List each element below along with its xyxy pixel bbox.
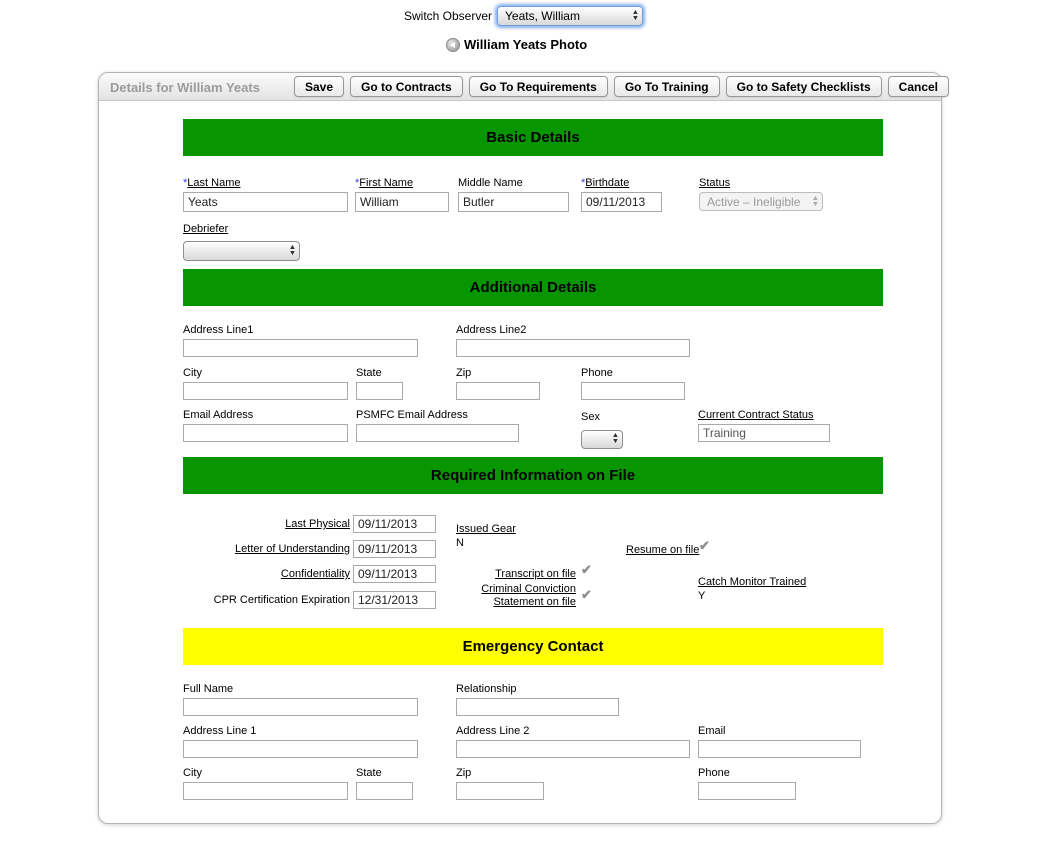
photo-link[interactable] <box>446 37 587 52</box>
phone-input[interactable] <box>581 382 685 400</box>
status-select <box>699 192 823 211</box>
catch-monitor-trained-value: Y <box>698 590 706 602</box>
last-name-field <box>183 177 348 212</box>
birthdate-input[interactable] <box>581 192 662 212</box>
last-name-input[interactable] <box>183 192 348 212</box>
section-additional-details-header: Additional Details <box>183 269 883 306</box>
panel-header <box>99 73 941 101</box>
go-to-safety-checklists-button[interactable]: Go to Safety Checklists <box>726 76 882 97</box>
email-address-field <box>183 409 348 442</box>
state-field <box>356 367 403 400</box>
emergency-full-name-input[interactable] <box>183 698 418 716</box>
emergency-address2-label: Address Line 2 <box>456 725 530 737</box>
popup-arrows-icon: ▲ ▼ <box>288 244 297 257</box>
emergency-zip-field <box>456 767 544 800</box>
confidentiality-label[interactable]: Confidentiality <box>280 568 350 580</box>
basic-row-1 <box>183 177 883 218</box>
emergency-state-input[interactable] <box>356 782 413 800</box>
observer-details-panel <box>98 72 942 824</box>
emergency-full-name-field <box>183 683 418 716</box>
status-value: Active – Ineligible <box>707 194 801 209</box>
first-name-label[interactable]: *First Name <box>355 177 414 189</box>
sex-label: Sex <box>581 411 600 423</box>
required-star: * <box>355 177 360 189</box>
emergency-full-name-label: Full Name <box>183 683 234 695</box>
emergency-city-input[interactable] <box>183 782 348 800</box>
issued-gear-label[interactable]: Issued Gear <box>456 523 516 535</box>
issued-gear-value: N <box>456 537 464 549</box>
emergency-address2-field <box>456 725 690 758</box>
photo-icon <box>446 38 460 52</box>
emergency-phone-field <box>698 767 796 800</box>
address-line1-input[interactable] <box>183 339 418 357</box>
middle-name-input[interactable] <box>458 192 569 212</box>
emergency-email-field <box>698 725 861 758</box>
psmfc-email-input[interactable] <box>356 424 519 442</box>
emergency-email-input[interactable] <box>698 740 861 758</box>
birthdate-label[interactable]: *Birthdate <box>581 177 630 189</box>
emergency-email-label: Email <box>698 725 726 737</box>
resume-on-file-label[interactable]: Resume on file <box>626 544 700 556</box>
first-name-field <box>355 177 449 212</box>
zip-field <box>456 367 540 400</box>
status-label[interactable]: Status <box>699 177 731 189</box>
panel-title: Details for William Yeats <box>110 80 260 95</box>
emergency-relationship-label: Relationship <box>456 683 517 695</box>
emergency-relationship-field <box>456 683 619 716</box>
email-address-input[interactable] <box>183 424 348 442</box>
go-to-training-button[interactable]: Go To Training <box>614 76 720 97</box>
address-line2-field <box>456 324 690 357</box>
emergency-row-1 <box>183 683 883 717</box>
psmfc-email-field <box>356 409 519 442</box>
basic-row-2 <box>183 223 883 255</box>
state-label: State <box>356 367 382 379</box>
zip-input[interactable] <box>456 382 540 400</box>
emergency-row-3 <box>183 767 883 801</box>
city-input[interactable] <box>183 382 348 400</box>
city-field <box>183 367 348 400</box>
address-line2-label: Address Line2 <box>456 324 527 336</box>
section-required-info-header: Required Information on File <box>183 457 883 494</box>
current-contract-status-label[interactable]: Current Contract Status <box>698 409 814 421</box>
switch-observer-bar <box>404 6 643 26</box>
address-line1-field <box>183 324 418 357</box>
emergency-address1-label: Address Line 1 <box>183 725 257 737</box>
switch-observer-value: Yeats, William <box>505 9 580 23</box>
section-emergency-contact-header: Emergency Contact <box>183 628 883 665</box>
address-line1-label: Address Line1 <box>183 324 254 336</box>
middle-name-label: Middle Name <box>458 177 523 189</box>
resume-on-file-checkbox[interactable]: ✔ <box>699 538 710 553</box>
email-address-label: Email Address <box>183 409 254 421</box>
first-name-input[interactable] <box>355 192 449 212</box>
last-name-label[interactable]: *Last Name <box>183 177 241 189</box>
additional-row-2 <box>183 367 883 401</box>
sex-field <box>581 411 623 449</box>
go-to-contracts-button[interactable]: Go to Contracts <box>350 76 463 97</box>
popup-arrows-icon: ▲ ▼ <box>811 194 820 208</box>
save-button[interactable]: Save <box>294 76 344 97</box>
switch-observer-label: Switch Observer <box>404 9 493 23</box>
middle-name-field <box>458 177 569 212</box>
status-field <box>699 177 823 211</box>
confidentiality-input[interactable] <box>353 565 436 583</box>
transcript-on-file-checkbox[interactable]: ✔ <box>581 562 592 577</box>
debriefer-label[interactable]: Debriefer <box>183 223 229 235</box>
emergency-address1-field <box>183 725 418 758</box>
city-label: City <box>183 367 202 379</box>
emergency-state-field <box>356 767 413 800</box>
form-content <box>183 119 883 801</box>
sex-select[interactable] <box>581 430 623 449</box>
required-star: * <box>183 177 188 189</box>
emergency-relationship-input[interactable] <box>456 698 619 716</box>
debriefer-field <box>183 223 300 261</box>
cpr-expiration-label: CPR Certification Expiration <box>213 594 350 606</box>
emergency-state-label: State <box>356 767 382 779</box>
criminal-conviction-checkbox[interactable]: ✔ <box>581 587 592 602</box>
last-physical-label[interactable]: Last Physical <box>285 518 350 530</box>
letter-of-understanding-label[interactable]: Letter of Understanding <box>235 543 350 555</box>
emergency-zip-input[interactable] <box>456 782 544 800</box>
transcript-on-file-label[interactable]: Transcript on file <box>495 568 576 580</box>
emergency-address1-input[interactable] <box>183 740 418 758</box>
current-contract-status-field <box>698 409 830 442</box>
emergency-address2-input[interactable] <box>456 740 690 758</box>
cancel-button[interactable]: Cancel <box>888 76 949 97</box>
section-basic-details-header: Basic Details <box>183 119 883 156</box>
additional-row-1 <box>183 324 883 358</box>
additional-row-3 <box>183 409 883 443</box>
letter-of-understanding-input[interactable] <box>353 540 436 558</box>
phone-label: Phone <box>581 367 613 379</box>
catch-monitor-trained-label[interactable]: Catch Monitor Trained <box>698 576 807 588</box>
cpr-expiration-input[interactable] <box>353 591 436 609</box>
popup-arrows-icon: ▲ ▼ <box>611 432 620 445</box>
required-info-section <box>183 494 883 628</box>
criminal-conviction-label[interactable]: Criminal Conviction Statement on file <box>481 583 576 608</box>
panel-buttons <box>294 76 949 97</box>
emergency-phone-label: Phone <box>698 767 730 779</box>
address-line2-input[interactable] <box>456 339 690 357</box>
emergency-zip-label: Zip <box>456 767 472 779</box>
debriefer-select[interactable] <box>183 241 300 261</box>
psmfc-email-label: PSMFC Email Address <box>356 409 468 421</box>
phone-field <box>581 367 685 400</box>
photo-link-label: William Yeats Photo <box>464 37 588 52</box>
current-contract-status-value <box>698 424 830 442</box>
last-physical-input[interactable] <box>353 515 436 533</box>
switch-observer-select[interactable] <box>497 6 643 26</box>
emergency-city-label: City <box>183 767 202 779</box>
emergency-row-2 <box>183 725 883 759</box>
zip-label: Zip <box>456 367 472 379</box>
emergency-phone-input[interactable] <box>698 782 796 800</box>
emergency-city-field <box>183 767 348 800</box>
required-star: * <box>581 177 586 189</box>
state-input[interactable] <box>356 382 403 400</box>
go-to-requirements-button[interactable]: Go To Requirements <box>469 76 608 97</box>
popup-arrows-icon: ▲ ▼ <box>631 9 640 22</box>
birthdate-field <box>581 177 662 212</box>
